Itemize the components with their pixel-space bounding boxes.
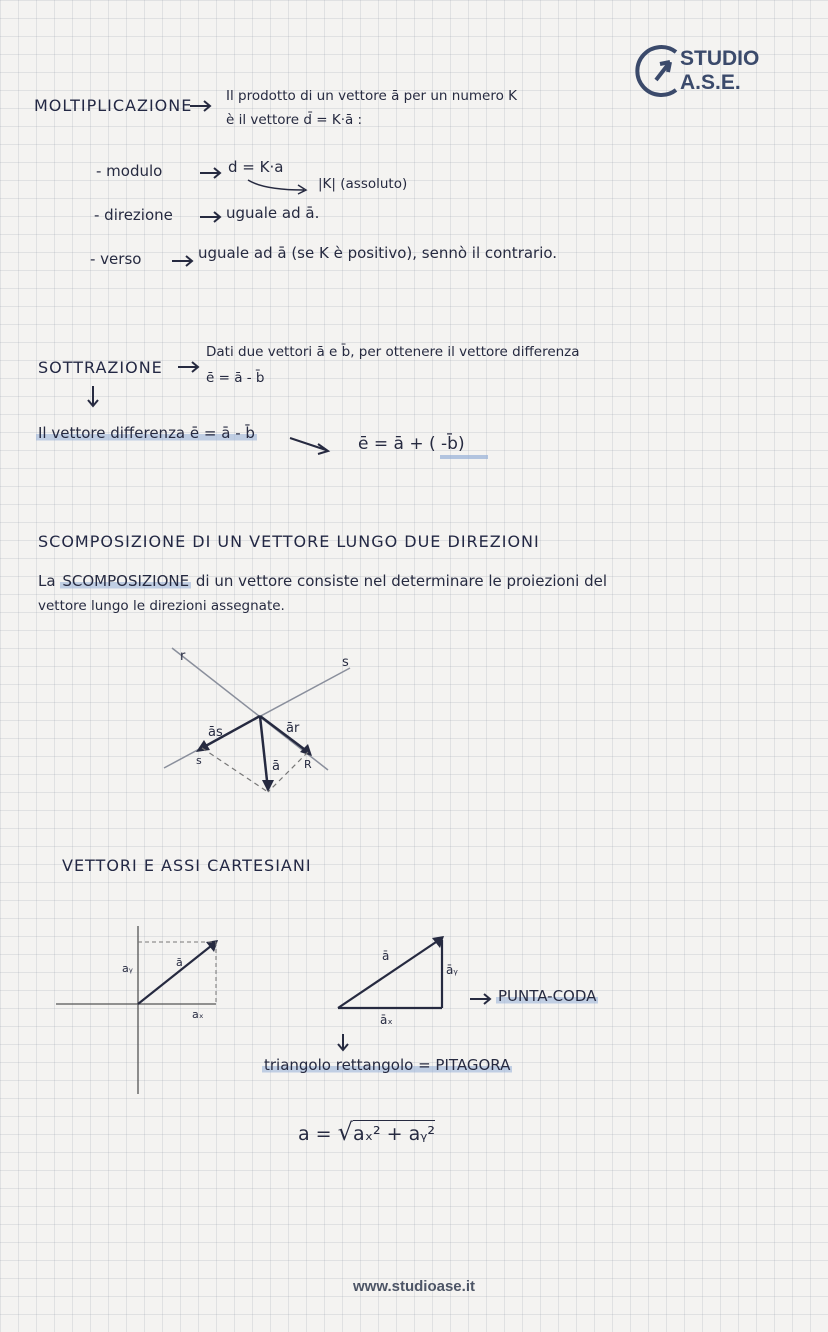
decomposition-text-1 [38,572,607,590]
label-s-top: s [342,655,349,670]
formula-underline [440,455,488,459]
triangle-label-a: ā [382,949,390,963]
label-ax: aₓ [192,1008,204,1021]
triangle-label-ay: āᵧ [446,963,458,977]
modulo-note: |K| (assoluto) [318,176,408,192]
logo-line1: STUDIO [680,47,760,70]
label-a: ā [176,956,183,969]
projection-line [202,748,268,792]
label-ay: aᵧ [122,962,133,975]
subtraction-title: SOTTRAZIONE [38,358,163,377]
arrow-icon [176,360,202,374]
arrow-icon [288,436,334,456]
formula-lhs: a = [298,1123,332,1145]
pythagoras-formula [298,1118,435,1146]
label-r-top: r [180,649,186,664]
footer-url[interactable]: www.studioase.it [353,1278,475,1295]
decomposition-title: SCOMPOSIZIONE DI UN VETTORE LUNGO DUE DIREZIONI [38,532,540,551]
sqrt-icon: √ [337,1118,353,1146]
vector-a-head [262,780,274,792]
item-direzione-label: - direzione [94,206,173,224]
logo-arrow-icon [630,40,686,100]
logo [630,40,780,100]
label-ar: ār [286,721,300,736]
arrow-icon [198,166,224,180]
arrow-icon [188,99,214,113]
item-modulo-text: d = K·a [228,158,284,176]
vector-ar [260,716,308,752]
arrow-down-icon [86,384,100,410]
label-as: ās [208,725,223,740]
multiplication-intro-2: è il vettore d̄ = K·ā : [226,112,363,128]
multiplication-title: MOLTIPLICAZIONE [34,96,193,115]
logo-line2: A.S.E. [680,71,741,94]
subtraction-intro-2: ē = ā - b̄ [206,370,265,386]
decomposition-diagram [150,640,370,810]
vector-a [260,716,268,790]
tip-tail-label [496,987,598,1005]
multiplication-intro-1: Il prodotto di un vettore ā per un numero K [226,88,517,104]
item-modulo-label: - modulo [96,162,163,180]
decomposition-text-1c: di un vettore consiste nel determinare le proiezioni del [195,572,608,590]
subtraction-result-label: Il vettore differenza ē = ā - b̄ [38,424,255,442]
item-verso-label: - verso [90,250,142,268]
subtraction-formula: ē = ā + ( -b̄) [358,434,465,454]
label-a: ā [272,759,280,774]
tip-tail-text: PUNTA-CODA [498,987,597,1005]
item-direzione-text: uguale ad ā. [226,204,320,222]
arrow-icon [198,210,224,224]
arrow-icon [170,254,196,268]
triangle-hypotenuse [338,938,442,1008]
arrow-icon [244,176,314,196]
label-s-bottom: s [196,754,202,767]
formula-rhs: aₓ² + aᵧ² [353,1120,435,1145]
decomposition-text-1a: La [38,572,56,590]
decomposition-keyword: SCOMPOSIZIONE [62,572,190,590]
subtraction-intro-1: Dati due vettori ā e b̄, per ottenere il vettore differenza [206,344,580,360]
label-r-bottom: R [304,758,312,771]
pythagoras-text: triangolo rettangolo = PITAGORA [264,1056,511,1074]
cartesian-axes-diagram [56,926,256,1096]
subtraction-result [36,424,257,442]
arrow-down-icon [336,1032,350,1054]
arrow-icon [468,992,494,1006]
vector-a [138,942,216,1004]
decomposition-text-2: vettore lungo le direzioni assegnate. [38,598,285,614]
cartesian-title: VETTORI E ASSI CARTESIANI [62,856,312,875]
item-verso-text: uguale ad ā (se K è positivo), sennò il contrario. [198,244,558,262]
triangle-diagram [330,926,480,1036]
pythagoras-label [262,1056,512,1074]
triangle-label-ax: āₓ [380,1013,393,1027]
